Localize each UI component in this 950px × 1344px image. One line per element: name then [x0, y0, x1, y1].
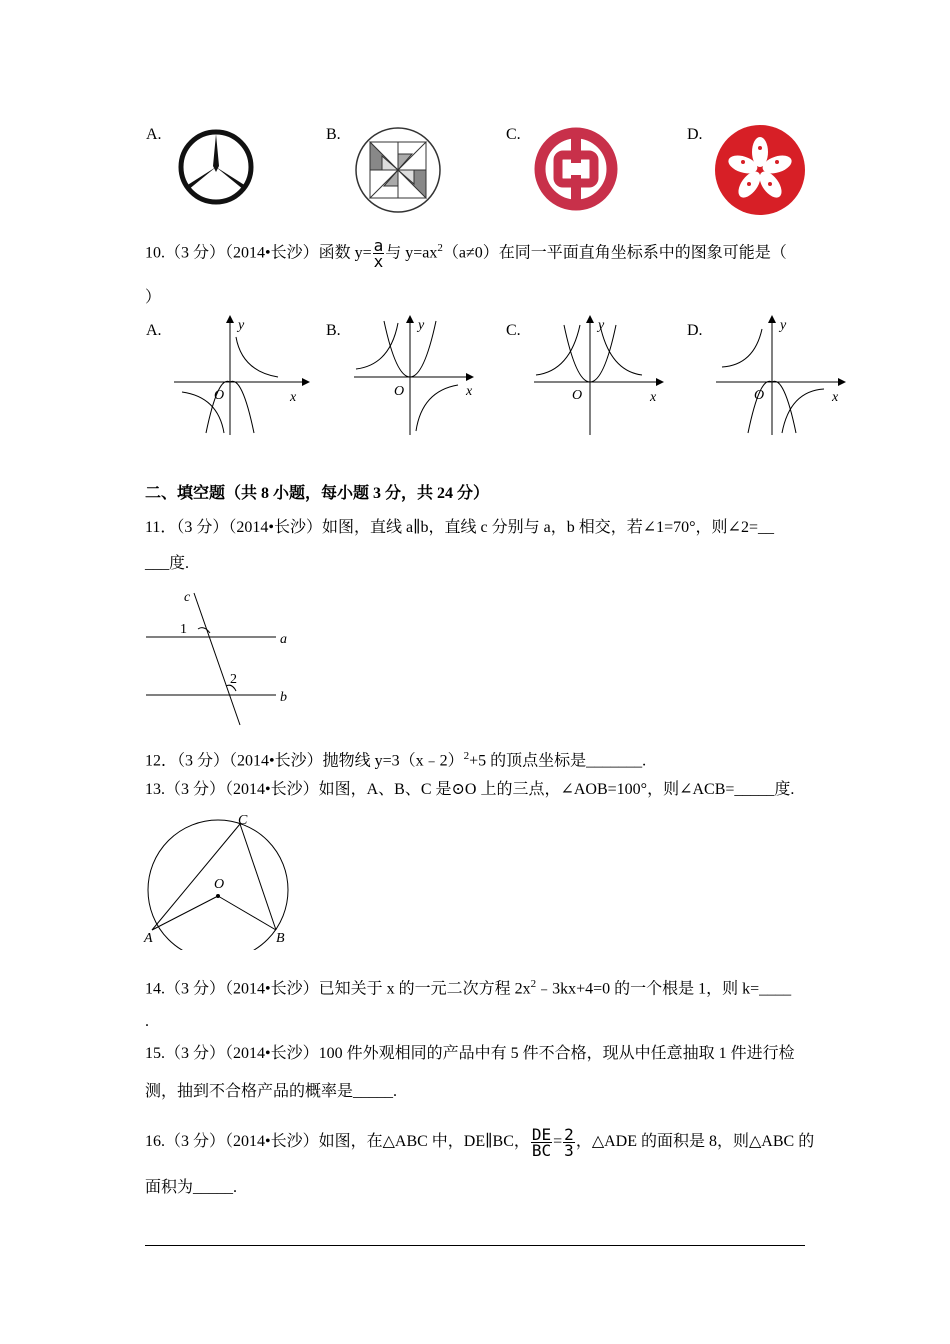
q16-line2: 面积为_____.: [145, 1179, 238, 1196]
axis-y-label: y: [238, 318, 245, 333]
pinwheel-logo-icon: [352, 124, 444, 216]
bauhinia-flag-icon: [714, 124, 806, 216]
origin-label: O: [572, 388, 583, 403]
mercedes-logo-icon: [175, 126, 257, 208]
origin-label: O: [754, 388, 765, 403]
q9-option-d-label: D.: [687, 126, 703, 143]
point-a-label: A: [144, 931, 153, 946]
q13-stem: 13.（3 分）（2014•长沙）如图，A、B、C 是⊙O 上的三点，∠AOB=100°，则∠ACB=_____度.: [145, 781, 795, 798]
q11-line2: ___度.: [145, 555, 190, 572]
footer-divider: [145, 1245, 805, 1246]
q10-graph-d: [712, 315, 852, 440]
q9-option-b-label: B.: [326, 126, 341, 143]
q10-close-paren: ）: [145, 289, 162, 306]
q11-parallel-lines-figure: [140, 585, 300, 730]
q10-option-c-label: C.: [506, 322, 521, 339]
q14-stem: 14.（3 分）（2014•长沙）已知关于 x 的一元二次方程 $2x^2﹣3kx+4=0$ 的一个根是 1，则 k=____: [145, 978, 792, 998]
line-b-label: b: [280, 690, 287, 705]
line-a-label: a: [280, 632, 287, 647]
q13-circle-figure: [140, 810, 300, 950]
q11-line1: 11．（3 分）（2014•长沙）如图，直线 a∥b，直线 c 分别与 a，b 相交，若∠1=70°，则∠2=__: [145, 519, 774, 536]
section-title: 二、填空题（共 8 小题，每小题 3 分，共 24 分）: [145, 485, 490, 502]
q10-graph-c: [530, 315, 670, 440]
axis-x-label: x: [466, 384, 473, 399]
point-o-label: O: [214, 877, 225, 892]
point-b-label: B: [276, 931, 285, 946]
bank-of-china-logo-icon: [532, 125, 620, 213]
q15-line2: 测，抽到不合格产品的概率是_____.: [145, 1083, 398, 1100]
q10-graph-b: [350, 315, 480, 440]
q10-stem: 10.（3 分）（2014•长沙）函数 y= $\frac{a}{x}$ 与 $y=ax^2(a\ne 0)$在同一平面直角坐标系中的图象可能是（: [145, 236, 787, 272]
axis-x-label: x: [290, 390, 297, 405]
q10-option-a-label: A.: [146, 322, 162, 339]
axis-x-label: x: [832, 390, 839, 405]
q10-option-d-label: D.: [687, 322, 703, 339]
point-c-label: C: [238, 813, 248, 828]
axis-y-label: y: [598, 318, 605, 333]
q16-fraction-de-bc: $\frac{DE}{BC}$: [531, 1125, 552, 1160]
q16-fraction-2-3: $\frac{2}{3}$: [564, 1125, 574, 1160]
origin-label: O: [214, 388, 225, 403]
q15-line1: 15.（3 分）（2014•长沙）100 件外观相同的产品中有 5 件不合格，现从中任意抽取 1 件进行检: [145, 1045, 795, 1062]
q9-option-a-label: A.: [146, 126, 162, 143]
q10-fraction: $\frac{a}{x}$: [373, 236, 384, 272]
q10-option-b-label: B.: [326, 322, 341, 339]
axis-y-label: y: [418, 318, 425, 333]
line-c-label: c: [184, 590, 191, 605]
q12-stem: 12．（3 分）（2014•长沙）抛物线 y=3（x﹣2）$^2$+5 的顶点坐标是_______.: [145, 750, 647, 770]
q10-graph-a: [170, 315, 310, 440]
angle-2-label: 2: [230, 672, 237, 687]
origin-label: O: [394, 384, 405, 399]
axis-x-label: x: [650, 390, 657, 405]
q14-line2: .: [145, 1013, 149, 1030]
q9-option-c-label: C.: [506, 126, 521, 143]
axis-y-label: y: [780, 318, 787, 333]
q16-stem: 16.（3 分）（2014•长沙）如图，在△ABC 中，DE∥BC， $\frac{DE}{BC}$ = $\frac{2}{3}$ ，△ADE 的面积是 8，则△ABC 的: [145, 1125, 815, 1160]
angle-1-label: 1: [180, 622, 187, 637]
